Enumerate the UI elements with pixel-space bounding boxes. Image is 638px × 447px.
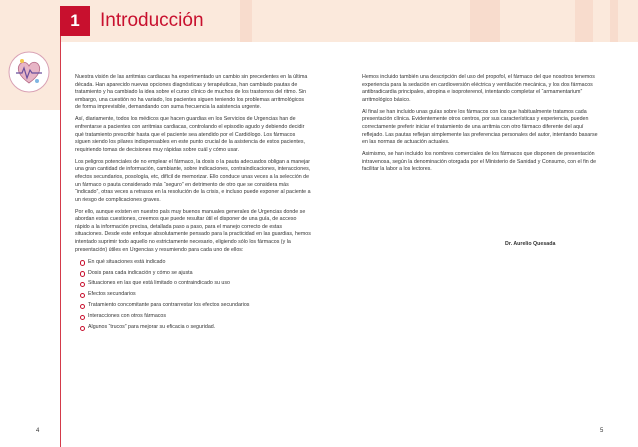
paragraph: Hemos incluido también una descripción del uso del propofol, el fármaco del que nosotros tenemos experiencia para la sedación en cardioversión eléctrica y ventilación mecánica, y los dos fármacos antibradicardia principales, atropina e isoproterenol, intentando completar el “armamentarium” arritmológico básico. bbox=[362, 74, 595, 103]
bullet-list bbox=[75, 259, 311, 332]
logo-panel bbox=[0, 0, 60, 110]
paragraph: Los peligros potenciales de no emplear el fármaco, la dosis o la pauta adecuados obligan a manejar una gran cantidad de información, cambiante, sobre indicaciones, contraindicaciones, interacciones, efectos secundarios, posología, etc, difícil de memorizar. Ello conduce unas veces a la selección de un fármaco o pauta considerado más “seguro” en detrimento de otro que se considera más “indicado”, otras veces a retrasos en la resolución de la crisis, e incluso puede exponer al paciente a un riesgo de complicaciones graves. bbox=[75, 158, 311, 203]
circle-bullet-icon bbox=[80, 304, 85, 309]
right-column bbox=[362, 74, 600, 178]
header-band bbox=[0, 0, 638, 42]
list-item: Efectos secundarios bbox=[75, 291, 311, 299]
circle-bullet-icon bbox=[80, 293, 85, 298]
page-number-left: 4 bbox=[36, 428, 40, 434]
list-item: Situaciones en las que está limitado o contraindicado su uso bbox=[75, 280, 311, 288]
list-item: Interacciones con otros fármacos bbox=[75, 313, 311, 321]
margin-rule bbox=[60, 36, 61, 447]
paragraph: Al final se han incluido unas guías sobre los fármacos con los que habitualmente tratamos cada presentación clínica. Evidentemente otros centros, por sus características y experiencia, pueden correctamente preferir iniciar el tratamiento de una arritmia con otro fármaco diferente del aquí reflejado. Las pautas reflejan simplemente las preferencias personales del autor, intentando basarse en las normas de actuación actuales. bbox=[362, 108, 598, 146]
circle-bullet-icon bbox=[80, 326, 85, 331]
paragraph: Asimismo, se han incluido los nombres comerciales de los fármacos que disponen de presentación intravenosa, según la denominación otorgada por el Ministerio de Sanidad y Consumo, con el fin de facilitar la labor a los lectores. bbox=[362, 151, 597, 173]
paragraph: Nuestra visión de las arritmias cardiacas ha experimentado un cambio sin precedentes en la última década. Han aparecido nuevas opciones diagnósticas y terapéuticas, han cambiado pautas de tratamiento y ha cambiado la idea sobre el curso clínico de muchos de los trastornos del ritmo. Sin embargo, una cuestión no ha variado, los pacientes siguen teniendo los problemas arritmológicos de forma imprevisible, demandando con suma frecuencia la asistencia urgente. bbox=[75, 74, 308, 111]
paragraph: Así, diariamente, todos los médicos que hacen guardias en los Servicios de Urgencias han de enfrentarse a pacientes con arritmias cardiacas, controlando el episodio agudo y debiendo decidir qué tratamiento prescribir hasta que el paciente sea atendido por el Cardiólogo. Los fármacos siguen siendo los pilares indispensables en este punto crucial de la asistencia de estos pacientes, requiriendo tomas de decisiones muy rápidas sobre cuál y cómo usar. bbox=[75, 116, 305, 153]
heart-logo-icon bbox=[7, 50, 51, 94]
list-item: Algunos “trucos” para mejorar su eficacia o seguridad. bbox=[75, 324, 311, 332]
circle-bullet-icon bbox=[80, 271, 85, 276]
list-item: En qué situaciones está indicado bbox=[75, 259, 311, 267]
circle-bullet-icon bbox=[80, 315, 85, 320]
chapter-number: 1 bbox=[60, 6, 90, 36]
circle-bullet-icon bbox=[80, 260, 85, 265]
list-item: Tratamiento concomitante para contrarrestar los efectos secundarios bbox=[75, 302, 311, 310]
paragraph: Por ello, aunque existen en nuestro país muy buenos manuales generales de Urgencias donde se abordan estas cuestiones, creemos que puede resultar útil el disponer de una guía, de acceso rápido a la información precisa, detallada paso a paso, para el manejo correcto de estas situaciones. Desde este enfoque absolutamente pensado para la practicidad en las guardias, hemos intentado suprimir todo aquello no estrictamente necesario, eligiendo sólo los fármacos (y la presentación) útiles en Urgencias y resumiendo para cada uno de ellos: bbox=[75, 208, 311, 253]
chapter-title: Introducción bbox=[100, 10, 204, 31]
left-column bbox=[75, 74, 311, 335]
list-item: Dosis para cada indicación y cómo se ajusta bbox=[75, 270, 311, 278]
circle-bullet-icon bbox=[80, 282, 85, 287]
page-number-right: 5 bbox=[600, 428, 604, 434]
author-signature: Dr. Aurelio Quesada bbox=[505, 241, 556, 247]
